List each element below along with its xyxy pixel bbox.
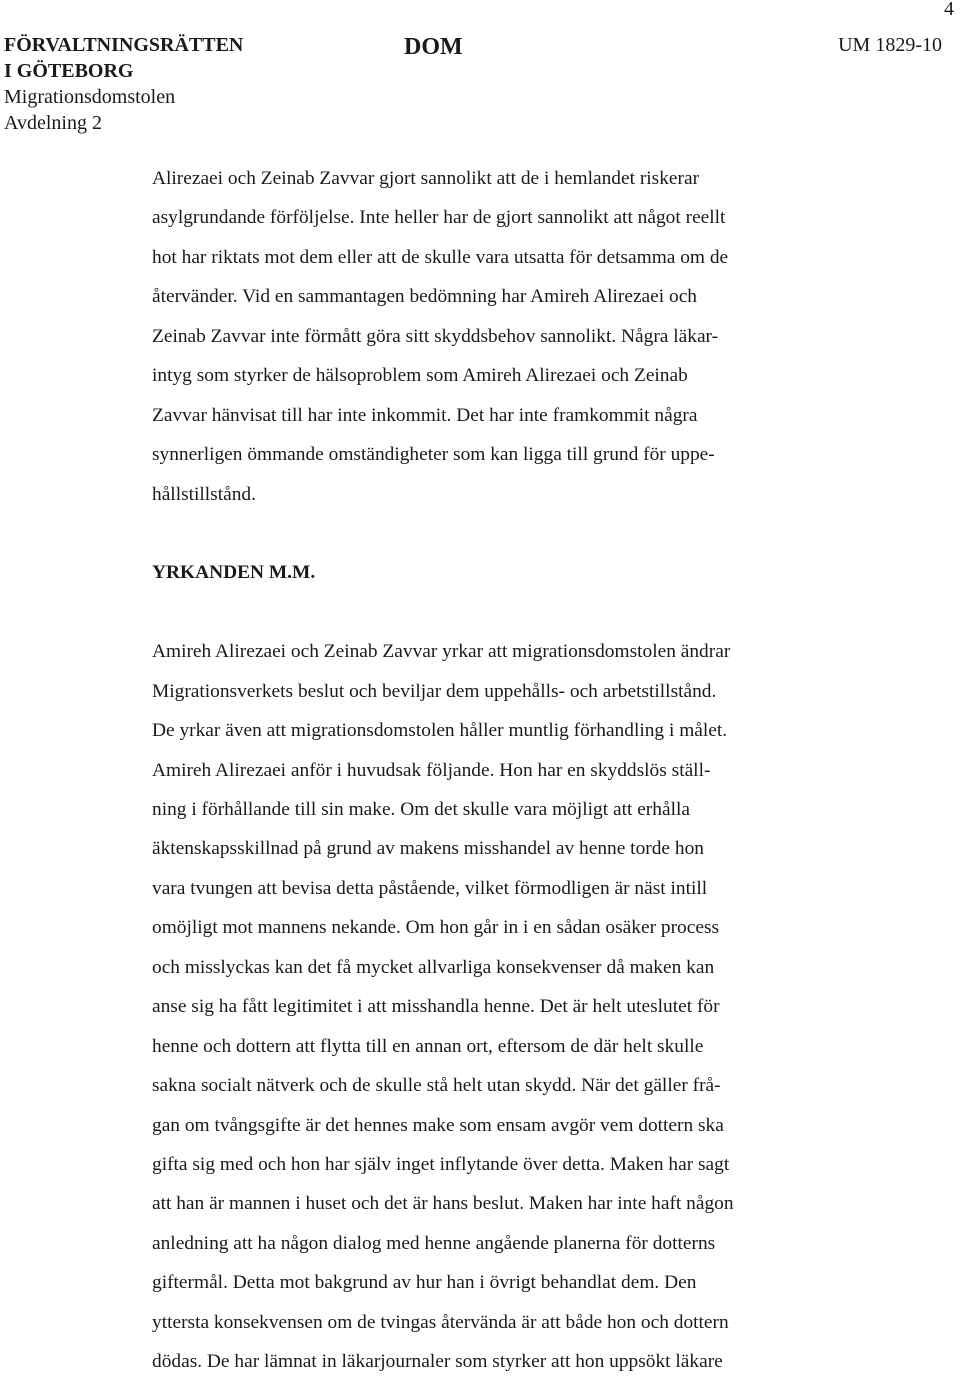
text-line: Migrationsverkets beslut och beviljar dem uppehålls- och arbetstillstånd.: [152, 680, 717, 702]
text-line: anledning att ha någon dialog med henne angående planerna för dotterns: [152, 1232, 716, 1254]
text-line: Zeinab Zavvar inte förmått göra sitt skyddsbehov sannolikt. Några läkar-: [152, 325, 719, 347]
text-line: anse sig ha fått legitimitet i att misshandla henne. Det är helt uteslutet för: [152, 996, 720, 1018]
text-line: återvänder. Vid en sammantagen bedömning har Amireh Alirezaei och: [152, 286, 697, 308]
text-line: De yrkar även att migrationsdomstolen håller muntlig förhandling i målet.: [152, 720, 728, 742]
text-line: henne och dottern att flytta till en annan ort, eftersom de där helt skulle: [152, 1035, 704, 1057]
text-line: Amireh Alirezaei anför i huvudsak följande. Hon har en skyddslös ställ-: [152, 759, 711, 781]
text-line: gifta sig med och hon har själv inget inflytande över detta. Maken har sagt: [152, 1153, 730, 1175]
department-line-1: Migrationsdomstolen: [4, 86, 176, 108]
text-line: synnerligen ömmande omständigheter som kan ligga till grund för uppe-: [152, 444, 715, 466]
text-line: hot har riktats mot dem eller att de skulle vara utsatta för detsamma om de: [152, 246, 729, 268]
text-line: giftermål. Detta mot bakgrund av hur han i övrigt behandlat dem. Den: [152, 1272, 697, 1294]
spacer: [152, 593, 842, 632]
page-number: 4: [944, 0, 954, 20]
text-line: intyg som styrker de hälsoproblem som Amireh Alirezaei och Zeinab: [152, 365, 688, 387]
court-name-line-2: I GÖTEBORG: [4, 60, 134, 82]
text-line: och misslyckas kan det få mycket allvarliga konsekvenser då maken kan: [152, 956, 715, 978]
text-line: omöjligt mot mannens nekande. Om hon går in i en sådan osäker process: [152, 917, 720, 939]
text-line: vara tvungen att bevisa detta påstående, vilket förmodligen är näst intill: [152, 877, 708, 899]
text-line: Zavvar hänvisat till har inte inkommit. Det har inte framkommit några: [152, 404, 698, 426]
department-line-2: Avdelning 2: [4, 112, 102, 134]
text-line: Alirezaei och Zeinab Zavvar gjort sannolikt att de i hemlandet riskerar: [152, 168, 700, 189]
paragraph-claims: [152, 632, 842, 1381]
text-line: sakna socialt nätverk och de skulle stå helt utan skydd. När det gäller frå-: [152, 1075, 721, 1097]
court-name-line-1: FÖRVALTNINGSRÄTTEN: [4, 34, 244, 56]
text-line: dödas. De har lämnat in läkarjournaler som styrker att hon uppsökt läkare: [152, 1351, 723, 1373]
text-line: yttersta konsekvensen om de tvingas återvända är att både hon och dottern: [152, 1311, 729, 1333]
text-line: gan om tvångsgifte är det hennes make som ensam avgör vem dottern ska: [152, 1114, 724, 1136]
paragraph-assessment: [152, 159, 842, 514]
document-body: [152, 159, 842, 1382]
text-line: äktenskapsskillnad på grund av makens misshandel av henne torde hon: [152, 838, 704, 860]
text-line: ning i förhållande till sin make. Om det skulle vara möjligt att erhålla: [152, 799, 690, 820]
case-number: UM 1829-10: [838, 34, 942, 56]
header-court-block: [4, 32, 243, 136]
text-line: hållstillstånd.: [152, 483, 256, 505]
text-line: Amireh Alirezaei och Zeinab Zavvar yrkar att migrationsdomstolen ändrar: [152, 641, 731, 663]
document-type: DOM: [404, 34, 463, 60]
text-line: asylgrundande förföljelse. Inte heller har de gjort sannolikt att något reellt: [152, 207, 726, 229]
text-line: att han är mannen i huset och det är hans beslut. Maken har inte haft någon: [152, 1193, 734, 1215]
spacer: [152, 514, 842, 553]
section-heading: YRKANDEN M.M.: [152, 562, 316, 584]
